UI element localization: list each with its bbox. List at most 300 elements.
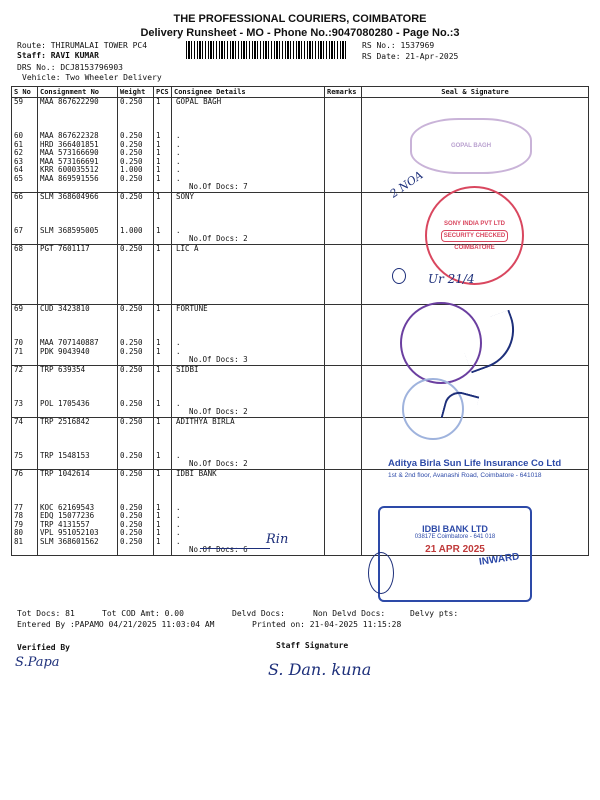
cell-pcs-line: 1 (156, 451, 161, 460)
table-header-row (12, 87, 589, 98)
cell-consignee (172, 98, 325, 193)
cell-sno-line: 59 (14, 98, 24, 106)
cell-pcs-line (156, 201, 169, 210)
idbi-sign-line (200, 548, 270, 549)
cell-sno-line: 65 (14, 174, 24, 183)
cell-weight-line (120, 322, 151, 331)
cell-consignment (38, 365, 118, 417)
cell-remarks (325, 417, 362, 469)
consignee-name: SIDBI (176, 365, 199, 374)
cell-pcs-line: 1 (156, 469, 161, 478)
cell-consignment (38, 417, 118, 469)
cell-consignment (38, 469, 118, 555)
verified-by-label: Verified By (17, 643, 70, 652)
cell-consignment-line: POL 1705436 (40, 399, 90, 408)
cell-weight-line (120, 287, 151, 296)
cell-consignment-line: MAA 869591556 (40, 174, 99, 183)
col-remarks: Remarks (325, 87, 362, 98)
cell-pcs-line: 1 (156, 98, 161, 106)
cell-pcs-line (156, 426, 169, 435)
cell-sno-line: 78 (14, 512, 24, 520)
cell-pcs-line (156, 218, 169, 227)
consignee-line (174, 279, 322, 288)
cell-sno-line: 80 (14, 529, 24, 537)
cell-weight-line: 0.250 (120, 149, 143, 157)
cell-sno (12, 365, 38, 417)
sony-stamp-top: SONY INDIA PVT LTD (444, 220, 505, 227)
cell-sno-line (14, 426, 35, 435)
cell-weight-line: 0.250 (120, 192, 143, 201)
cell-weight-line (120, 331, 151, 340)
cell-consignment-line (40, 487, 115, 496)
cell-pcs-line (156, 443, 169, 452)
cell-consignee (172, 417, 325, 469)
cell-pcs-line (156, 262, 169, 271)
cell-pcs-line: 1 (156, 529, 161, 537)
cell-weight-line: 0.250 (120, 537, 143, 546)
consignee-line (174, 374, 322, 383)
cell-weight-line: 1.000 (120, 226, 143, 235)
cell-sno-line: 72 (14, 365, 24, 374)
cell-pcs-line: 1 (156, 339, 161, 347)
cell-sno (12, 244, 38, 305)
cell-consignment-line (40, 435, 115, 444)
consignee-line: . (176, 157, 181, 166)
cell-weight (118, 365, 154, 417)
cell-sno (12, 469, 38, 555)
cell-sno-line (14, 262, 35, 271)
consignee-line (174, 314, 322, 323)
cell-sno-line (14, 383, 35, 392)
cell-weight-line: 0.250 (120, 520, 143, 529)
vehicle-label: Vehicle: Two Wheeler Delivery (22, 73, 162, 82)
cell-weight-line: 0.250 (120, 339, 143, 347)
cell-consignment-line: MAA 707140887 (40, 339, 99, 347)
cell-sno-line: 66 (14, 192, 24, 201)
col-consignee: Consignee Details (172, 87, 325, 98)
cell-consignee (172, 192, 325, 244)
cell-sno-line (14, 201, 35, 210)
consignee-line: . (176, 347, 181, 356)
runsheet-subtitle: Delivery Runsheet - MO - Phone No.:9047080280 - Page No.:3 (140, 27, 460, 39)
cell-sno-line (14, 210, 35, 219)
route-label: Route: THIRUMALAI TOWER PC4 (17, 41, 148, 50)
cell-consignment-line (40, 478, 115, 487)
rs-date: RS Date: 21-Apr-2025 (362, 52, 459, 61)
cell-pcs-line: 1 (156, 399, 161, 408)
cell-consignment-line (40, 383, 115, 392)
consignee-line: . (176, 149, 181, 157)
cell-pcs-line (156, 374, 169, 383)
cell-sno (12, 305, 38, 366)
cell-pcs (154, 192, 172, 244)
cell-weight-line (120, 495, 151, 504)
consignee-line: . (176, 339, 181, 347)
consignee-line (174, 487, 322, 496)
cell-sno-line (14, 270, 35, 279)
consignee-line (174, 435, 322, 444)
delivery-points: Delvy pts: (410, 609, 459, 618)
cell-weight-line: 0.250 (120, 503, 143, 512)
consignee-line: . (176, 529, 181, 537)
cell-pcs-line: 1 (156, 347, 161, 356)
consignee-name: ADITHYA BIRLA (176, 417, 235, 426)
cell-consignment-line: SLM 368601562 (40, 537, 99, 546)
cell-weight-line: 0.250 (120, 244, 143, 253)
cell-pcs-line: 1 (156, 157, 161, 166)
cell-pcs (154, 365, 172, 417)
cell-consignment-line (40, 218, 115, 227)
cell-consignment-line: KOC 62169543 (40, 503, 95, 512)
cell-sno-line: 69 (14, 305, 24, 313)
cell-consignment-line: HRD 366401851 (40, 140, 99, 149)
cell-pcs-line (156, 287, 169, 296)
cell-weight-line (120, 218, 151, 227)
cell-weight (118, 417, 154, 469)
cell-pcs-line (156, 331, 169, 340)
cell-weight-line: 0.250 (120, 512, 143, 520)
cell-sno (12, 98, 38, 193)
cell-remarks (325, 305, 362, 366)
cell-sno-line (14, 495, 35, 504)
cell-pcs-line: 1 (156, 503, 161, 512)
cell-sno-line: 67 (14, 226, 24, 235)
cell-weight (118, 305, 154, 366)
col-consignment: Consignment No (38, 87, 118, 98)
consignee-name: IDBI BANK (176, 469, 217, 478)
cell-sno-line (14, 107, 35, 116)
cell-pcs-line (156, 478, 169, 487)
cell-sno-line: 75 (14, 451, 24, 460)
cell-weight-line: 0.250 (120, 417, 143, 426)
total-docs: Tot Docs: 81 (17, 609, 75, 618)
cell-pcs-line (156, 124, 169, 133)
cell-consignee (172, 305, 325, 366)
idbi-stamp-branch: 03817E Coimbatore - 641 018 (414, 534, 496, 540)
cell-consignment-line: TRP 1042614 (40, 469, 90, 478)
cell-consignment-line: MAA 867622290 (40, 98, 99, 106)
cell-weight-line (120, 107, 151, 116)
cell-weight-line: 0.250 (120, 529, 143, 537)
consignee-line: . (176, 140, 181, 149)
company-title: THE PROFESSIONAL COURIERS, COIMBATORE (173, 13, 427, 25)
docs-count: No.Of Docs: 3 (189, 356, 248, 364)
cell-consignee (172, 365, 325, 417)
cell-weight-line (120, 314, 151, 323)
cell-pcs-line (156, 495, 169, 504)
idbi-stamp-date: 21 APR 2025 (425, 544, 485, 555)
consignee-line (174, 253, 322, 262)
idbi-circle-mark (368, 552, 394, 594)
consignee-line: . (176, 166, 181, 174)
sony-stamp (425, 186, 524, 285)
cell-weight (118, 192, 154, 244)
cell-sno-line (14, 331, 35, 340)
cell-sno-line: 73 (14, 399, 24, 408)
cell-pcs-line (156, 487, 169, 496)
cell-sno-line (14, 443, 35, 452)
cell-pcs-line: 1 (156, 520, 161, 529)
staff-signature: S. Dan. kuna (268, 660, 372, 679)
cell-pcs (154, 469, 172, 555)
cell-consignment-line: PGT 7601117 (40, 244, 90, 253)
consignee-line (174, 495, 322, 504)
cell-sno-line (14, 279, 35, 288)
cell-pcs-line: 1 (156, 417, 161, 426)
cell-weight (118, 244, 154, 305)
cell-pcs-line (156, 270, 169, 279)
cell-sno-line: 81 (14, 537, 24, 546)
docs-count (174, 296, 322, 305)
cell-consignment-line: KRR 600035512 (40, 166, 99, 174)
docs-count: No.Of Docs: 2 (189, 460, 248, 468)
cell-pcs-line (156, 253, 169, 262)
cell-consignment-line (40, 115, 115, 124)
consignee-line: . (176, 174, 181, 183)
cell-weight-line: 0.250 (120, 399, 143, 408)
cell-sno (12, 417, 38, 469)
cell-consignment-line: MAA 573166690 (40, 149, 99, 157)
consignee-line: . (176, 399, 181, 408)
cell-weight-line: 0.250 (120, 305, 143, 313)
cell-remarks (325, 192, 362, 244)
cell-sno-line (14, 314, 35, 323)
cell-weight-line (120, 383, 151, 392)
cell-sno-line (14, 435, 35, 444)
consignee-line (174, 383, 322, 392)
consignee-line (174, 107, 322, 116)
cell-consignment-line (40, 322, 115, 331)
cell-sno-line: 70 (14, 339, 24, 347)
consignee-line (174, 218, 322, 227)
cell-consignment-line (40, 391, 115, 400)
cell-consignment-line (40, 287, 115, 296)
idbi-stamp-inward: INWARD (478, 551, 521, 568)
cell-pcs-line: 1 (156, 132, 161, 140)
cell-sno-line (14, 391, 35, 400)
idbi-stamp-name: IDBI BANK LTD (422, 524, 488, 534)
cell-pcs-line (156, 435, 169, 444)
cell-sno-line: 64 (14, 166, 24, 174)
cell-sno-line: 79 (14, 520, 24, 529)
cell-weight (118, 469, 154, 555)
cell-weight-line (120, 487, 151, 496)
cell-weight-line (120, 270, 151, 279)
cell-consignment (38, 98, 118, 193)
cell-sno-line (14, 115, 35, 124)
consignee-line: . (176, 226, 181, 235)
cell-consignment-line (40, 426, 115, 435)
cell-consignment-line (40, 270, 115, 279)
cell-weight-line: 0.250 (120, 469, 143, 478)
cell-weight-line (120, 443, 151, 452)
cell-sno-line: 60 (14, 132, 24, 140)
col-sno: S No (12, 87, 38, 98)
cell-weight-line (120, 374, 151, 383)
cell-weight-line: 0.250 (120, 132, 143, 140)
consignee-line: . (176, 520, 181, 529)
cell-remarks (325, 244, 362, 305)
consignee-line (174, 124, 322, 133)
consignee-line (174, 426, 322, 435)
cell-sno-line (14, 322, 35, 331)
cell-pcs-line: 1 (156, 226, 161, 235)
cell-pcs-line: 1 (156, 140, 161, 149)
cell-consignment-line (40, 107, 115, 116)
cell-sno-line: 76 (14, 469, 24, 478)
cell-weight-line (120, 210, 151, 219)
docs-count: No.Of Docs: 6 (189, 546, 248, 554)
cell-consignment-line (40, 262, 115, 271)
cell-pcs (154, 98, 172, 193)
cell-consignment-line (40, 374, 115, 383)
cell-consignment-line (40, 210, 115, 219)
col-pcs: PCS (154, 87, 172, 98)
sony-stamp-bottom: COIMBATORE (454, 244, 495, 251)
cell-weight-line: 0.250 (120, 174, 143, 183)
docs-count: No.Of Docs: 2 (189, 235, 248, 243)
cell-consignment-line (40, 253, 115, 262)
cell-weight-line (120, 262, 151, 271)
non-delivered-docs: Non Delvd Docs: (313, 609, 386, 618)
consignee-line (174, 262, 322, 271)
cell-consignment (38, 192, 118, 244)
consignee-name: SONY (176, 192, 195, 201)
cell-weight-line (120, 426, 151, 435)
cell-pcs-line (156, 391, 169, 400)
idbi-stamp (378, 506, 532, 602)
consignee-line (174, 443, 322, 452)
consignee-line (174, 210, 322, 219)
cell-remarks (325, 365, 362, 417)
cell-consignment-line (40, 443, 115, 452)
cell-consignee (172, 244, 325, 305)
cell-weight-line (120, 253, 151, 262)
cell-weight-line (120, 115, 151, 124)
cell-sno-line (14, 124, 35, 133)
cell-consignment-line: TRP 2516842 (40, 417, 90, 426)
consignee-line (174, 478, 322, 487)
gopal-stamp (410, 118, 532, 174)
verified-signature: S.Papa (15, 655, 60, 670)
cell-pcs-line: 1 (156, 512, 161, 520)
cell-consignment-line: TRP 4131557 (40, 520, 90, 529)
cell-consignment-line (40, 201, 115, 210)
cell-pcs-line: 1 (156, 244, 161, 253)
cell-pcs-line: 1 (156, 166, 161, 174)
cell-sno-line: 62 (14, 149, 24, 157)
cell-weight-line (120, 124, 151, 133)
cell-remarks (325, 98, 362, 193)
rs-number: RS No.: 1537969 (362, 41, 435, 50)
aditya-stamp-title: Aditya Birla Sun Life Insurance Co Ltd (388, 458, 562, 469)
cell-pcs (154, 244, 172, 305)
cell-consignment (38, 305, 118, 366)
cell-sno-line (14, 287, 35, 296)
table-row (12, 365, 589, 417)
cell-consignment-line: CUD 3423810 (40, 305, 90, 313)
cell-weight-line: 0.250 (120, 140, 143, 149)
consignee-line (174, 201, 322, 210)
cell-weight-line (120, 435, 151, 444)
cell-sno-line: 77 (14, 503, 24, 512)
cell-pcs-line (156, 107, 169, 116)
cell-pcs (154, 305, 172, 366)
cell-consignment-line (40, 331, 115, 340)
cell-pcs-line: 1 (156, 192, 161, 201)
cell-consignee (172, 469, 325, 555)
consignee-line: . (176, 451, 181, 460)
aditya-stamp (388, 458, 568, 479)
cell-consignment-line (40, 314, 115, 323)
cell-weight-line: 0.250 (120, 347, 143, 356)
docs-count: No.Of Docs: 7 (189, 183, 248, 191)
cell-sno-line: 71 (14, 347, 24, 356)
consignee-line (174, 115, 322, 124)
col-weight: Weight (118, 87, 154, 98)
cell-consignment-line: MAA 867622328 (40, 132, 99, 140)
cell-weight-line (120, 201, 151, 210)
col-seal: Seal & Signature (362, 87, 589, 98)
cell-consignment-line: TRP 639354 (40, 365, 86, 374)
cell-pcs-line (156, 210, 169, 219)
consignee-line (174, 391, 322, 400)
cell-consignment-line: MAA 573166691 (40, 157, 99, 166)
cell-weight-line: 0.250 (120, 451, 143, 460)
gopal-stamp-text: GOPAL BAGH (450, 143, 492, 149)
cell-pcs-line: 1 (156, 365, 161, 374)
cell-weight-line: 1.000 (120, 166, 143, 174)
cell-sno-line (14, 253, 35, 262)
lic-circle-mark (392, 268, 406, 284)
cell-weight-line (120, 279, 151, 288)
cell-sno-line (14, 218, 35, 227)
cell-pcs-line (156, 314, 169, 323)
cell-consignment-line: SLM 368604966 (40, 192, 99, 201)
staff-signature-label: Staff Signature (276, 641, 349, 650)
cell-consignment-line: SLM 368595005 (40, 226, 99, 235)
gopal-signature: 2 NOA (387, 168, 426, 201)
consignee-line: . (176, 503, 181, 512)
cell-weight (118, 98, 154, 193)
cell-consignment-line: VPL 951052103 (40, 529, 99, 537)
docs-count: No.Of Docs: 2 (189, 408, 248, 416)
cell-sno-line (14, 487, 35, 496)
cell-weight-line (120, 391, 151, 400)
cell-weight-line: 0.250 (120, 157, 143, 166)
consignee-line: . (176, 537, 181, 546)
delivered-docs: Delvd Docs: (232, 609, 285, 618)
consignee-line (174, 287, 322, 296)
cell-pcs-line: 1 (156, 174, 161, 183)
cell-pcs-line (156, 115, 169, 124)
consignee-name: GOPAL BAGH (176, 98, 222, 106)
cell-weight-line: 0.250 (120, 365, 143, 374)
cell-consignment-line (40, 279, 115, 288)
cell-consignment-line: PDK 9043940 (40, 347, 90, 356)
cell-pcs-line (156, 383, 169, 392)
cell-sno-line: 74 (14, 417, 24, 426)
total-cod: Tot COD Amt: 0.00 (102, 609, 184, 618)
cell-weight-line: 0.250 (120, 98, 143, 106)
cell-sno-line: 68 (14, 244, 24, 253)
cell-pcs-line: 1 (156, 149, 161, 157)
sony-stamp-center: SECURITY CHECKED (441, 230, 509, 242)
printed-on: Printed on: 21-04-2025 11:15:28 (252, 620, 402, 629)
cell-consignment-line (40, 124, 115, 133)
cell-sno-line: 61 (14, 140, 24, 149)
cell-weight-line (120, 478, 151, 487)
